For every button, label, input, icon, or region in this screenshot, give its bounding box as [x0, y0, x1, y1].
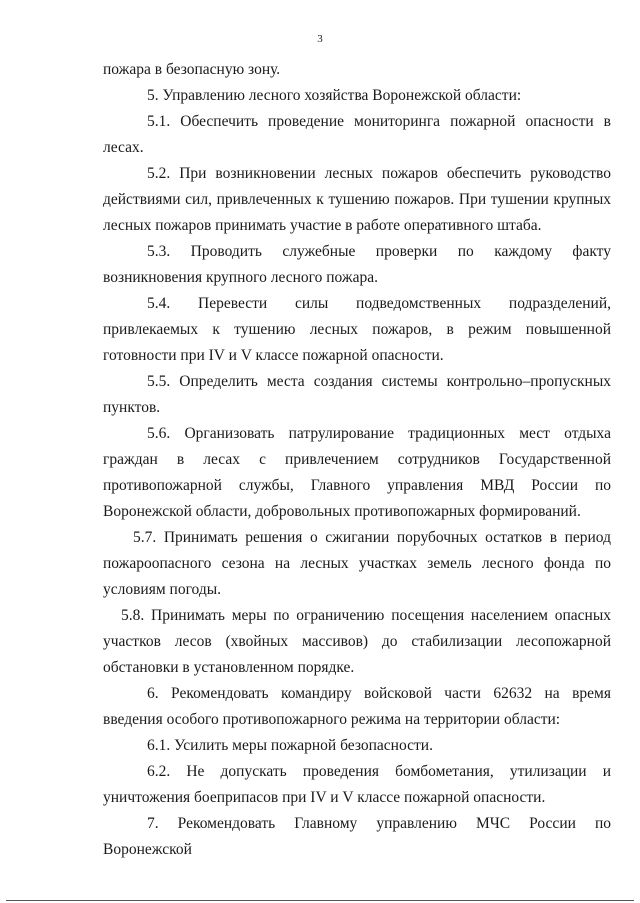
paragraph-6-2: 6.2. Не допускать проведения бомбометания, утилизации и уничтожения боеприпасов при IV и V классе пожарной опасности.: [103, 763, 611, 806]
page-bottom-rule: [6, 900, 634, 901]
paragraph-5-6: 5.6. Организовать патрулирование традиционных мест отдыха граждан в лесах с привлечением сотрудников Государственной противопожарной службы, Главного управления МВД России по Воронежской области, добровольных противопожарных формирований.: [103, 425, 611, 520]
paragraph-6: 6. Рекомендовать командиру войсковой части 62632 на время введения особого противопожарного режима на территории области:: [103, 685, 611, 728]
paragraph-6-1: 6.1. Усилить меры пожарной безопасности.: [147, 737, 433, 754]
page-number: 3: [317, 33, 323, 45]
paragraph-5: 5. Управлению лесного хозяйства Воронежской области:: [147, 87, 522, 104]
paragraph-5-5: 5.5. Определить места создания системы контрольно–пропускных пунктов.: [103, 373, 611, 416]
document-body: [103, 57, 611, 863]
paragraph-5-1: 5.1. Обеспечить проведение мониторинга пожарной опасности в лесах.: [103, 113, 611, 156]
paragraph-5-8: 5.8. Принимать меры по ограничению посещения населением опасных участков лесов (хвойных массивов) до стабилизации лесопожарной обстановки в установленном порядке.: [103, 607, 611, 676]
paragraph-5-3: 5.3. Проводить служебные проверки по каждому факту возникновения крупного лесного пожара.: [103, 243, 611, 286]
paragraph-5-2: 5.2. При возникновении лесных пожаров обеспечить руководство действиями сил, привлеченных к тушению пожаров. При тушении крупных лесных пожаров принимать участие в работе оперативного штаба.: [103, 165, 611, 234]
paragraph-5-7: 5.7. Принимать решения о сжигании порубочных остатков в период пожароопасного сезона на лесных участках земель лесного фонда по условиям погоды.: [103, 529, 611, 598]
paragraph-continuation: пожара в безопасную зону.: [103, 61, 281, 78]
paragraph-5-4: 5.4. Перевести силы подведомственных подразделений, привлекаемых к тушению лесных пожаров, в режим повышенной готовности при IV и V классе пожарной опасности.: [103, 295, 611, 364]
paragraph-7: 7. Рекомендовать Главному управлению МЧС России по Воронежской: [103, 815, 611, 858]
